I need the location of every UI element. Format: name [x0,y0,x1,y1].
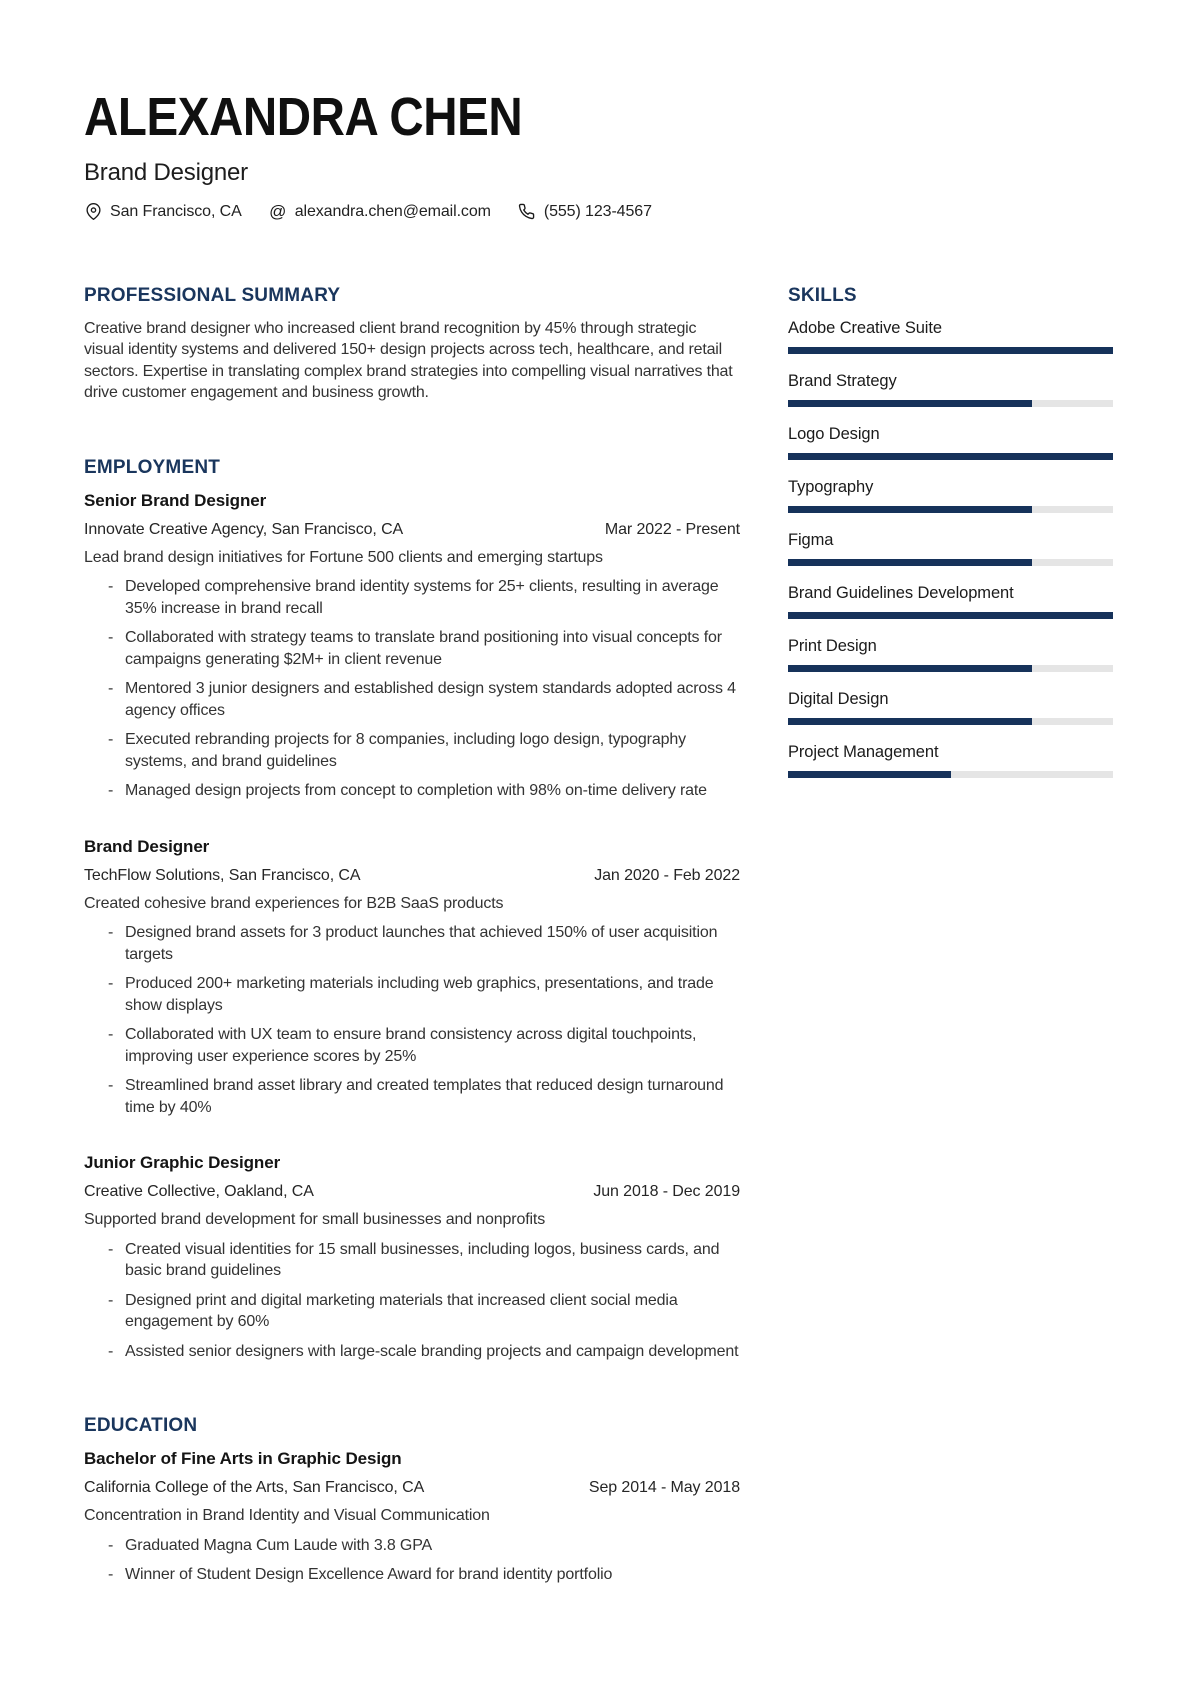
employment-entries [84,490,740,1363]
contact-email [269,203,491,221]
entry-bullet: - Collaborated with strategy teams to translate brand positioning into visual concepts for campaigns generating $2M+ in client revenue [108,627,740,670]
entry-bullet: - Designed brand assets for 3 product launches that achieved 150% of user acquisition targets [108,922,740,965]
entry-meta [84,1181,740,1202]
entry-bullet: - Winner of Student Design Excellence Award for brand identity portfolio [108,1564,740,1586]
entry-bullet: - Executed rebranding projects for 8 companies, including logo design, typography systems, and brand guidelines [108,729,740,772]
contact-phone-text: (555) 123-4567 [543,202,652,220]
skill-bar-fill [788,665,1032,672]
skill-name: Brand Guidelines Development [788,583,1014,602]
entry-bullet: - Designed print and digital marketing materials that increased client social media engagement by 60% [108,1290,740,1333]
skill-bar-track [788,347,1113,354]
skills-heading: SKILLS [788,284,857,306]
professional-summary-text: Creative brand designer who increased client brand recognition by 45% through strategic visual identity systems and delivered 150+ design projects across tech, healthcare, and retail sectors. Expertise in translating complex brand strategies into compelling visual narratives that drive customer engagement and business growth. [84,319,733,402]
entry-summary: Concentration in Brand Identity and Visual Communication [84,1507,490,1525]
contact-row [84,203,1113,221]
skill-bar-track [788,506,1113,513]
skill-name: Brand Strategy [788,371,897,390]
entry-bullet: - Created visual identities for 15 small businesses, including logos, business cards, and basic brand guidelines [108,1239,740,1282]
skill-name: Typography [788,477,874,496]
experience-entry [84,1152,740,1362]
section-employment [84,456,740,1363]
section-professional-summary [84,284,740,404]
experience-entry [84,836,740,1119]
contact-location [84,203,242,221]
contact-phone [518,203,652,221]
skill-name: Logo Design [788,424,880,443]
skill-item [788,583,1113,619]
entry-company: Creative Collective, Oakland, CA [84,1183,314,1201]
skill-bar-fill [788,400,1032,407]
at-sign-icon: @ [269,202,287,222]
skill-bar-track [788,453,1113,460]
entry-bullet: - Collaborated with UX team to ensure brand consistency across digital touchpoints, improving user experience scores by 25% [108,1024,740,1067]
skill-bar-track [788,771,1113,778]
skill-bar-track [788,559,1113,566]
skill-bar-fill [788,718,1032,725]
entry-bullet: - Assisted senior designers with large-scale branding projects and campaign development [108,1341,740,1363]
person-job-title: Brand Designer [84,159,248,186]
skill-item [788,477,1113,513]
education-heading: EDUCATION [84,1415,198,1437]
person-name: ALEXANDRA CHEN [84,87,523,147]
skill-bar-track [788,665,1113,672]
entry-bullet-list [84,576,740,802]
entry-title: Senior Brand Designer [84,490,267,510]
skill-bar-fill [788,506,1032,513]
skill-name: Adobe Creative Suite [788,318,942,337]
entry-summary: Lead brand design initiatives for Fortune 500 clients and emerging startups [84,548,603,566]
entry-title: Junior Graphic Designer [84,1153,281,1173]
skill-item [788,318,1113,354]
phone-icon [518,203,536,221]
skill-name: Print Design [788,636,877,655]
entry-summary: Created cohesive brand experiences for B2B SaaS products [84,894,504,912]
entry-bullet: - Managed design projects from concept to completion with 98% on-time delivery rate [108,780,740,802]
entry-summary: Supported brand development for small businesses and nonprofits [84,1211,546,1229]
contact-email-text: alexandra.chen@email.com [294,202,491,220]
content-columns [84,284,1113,1586]
entry-dates: Jan 2020 - Feb 2022 [594,866,740,884]
skill-item [788,530,1113,566]
entry-dates: Sep 2014 - May 2018 [588,1479,740,1497]
entry-company: Innovate Creative Agency, San Francisco, CA [84,520,404,538]
entry-bullet-list [84,1535,740,1586]
entry-bullet-list [84,1239,740,1363]
entry-dates: Jun 2018 - Dec 2019 [593,1183,740,1201]
entry-meta [84,519,740,540]
location-pin-icon [84,203,102,221]
experience-entry [84,490,740,802]
skill-name: Figma [788,530,834,549]
skill-item [788,742,1113,778]
entry-company: TechFlow Solutions, San Francisco, CA [84,866,361,884]
contact-location-text: San Francisco, CA [110,202,242,220]
skill-bar-track [788,612,1113,619]
skill-item [788,424,1113,460]
entry-bullet: - Streamlined brand asset library and created templates that reduced design turnaround time by 40% [108,1075,740,1118]
skill-bar-fill [788,559,1032,566]
experience-entry [84,1448,740,1586]
education-entries [84,1448,740,1586]
entry-company: California College of the Arts, San Francisco, CA [84,1479,425,1497]
skill-item [788,636,1113,672]
skill-item [788,371,1113,407]
entry-bullet-list [84,922,740,1118]
entry-title: Brand Designer [84,836,210,856]
skill-bar-track [788,400,1113,407]
skill-name: Digital Design [788,689,889,708]
employment-heading: EMPLOYMENT [84,456,221,478]
skill-bar-fill [788,612,1113,619]
skill-name: Project Management [788,742,939,761]
entry-dates: Mar 2022 - Present [604,520,740,538]
entry-bullet: - Developed comprehensive brand identity systems for 25+ clients, resulting in average 35% increase in brand recall [108,576,740,619]
skill-bar-track [788,718,1113,725]
entry-title: Bachelor of Fine Arts in Graphic Design [84,1449,402,1469]
skill-bar-fill [788,453,1113,460]
section-education [84,1414,740,1586]
skill-bar-fill [788,771,951,778]
professional-summary-heading: PROFESSIONAL SUMMARY [84,284,341,306]
entry-meta [84,1477,740,1498]
skills-list [788,318,1113,778]
entry-bullet: - Produced 200+ marketing materials including web graphics, presentations, and trade show displays [108,973,740,1016]
main-column [84,284,740,1586]
skill-bar-fill [788,347,1113,354]
entry-bullet: - Graduated Magna Cum Laude with 3.8 GPA [108,1535,740,1557]
entry-meta [84,865,740,886]
entry-bullet: - Mentored 3 junior designers and established design system standards adopted across 4 agency offices [108,678,740,721]
skills-sidebar [788,284,1113,795]
resume-header [84,87,1113,222]
skill-item [788,689,1113,725]
